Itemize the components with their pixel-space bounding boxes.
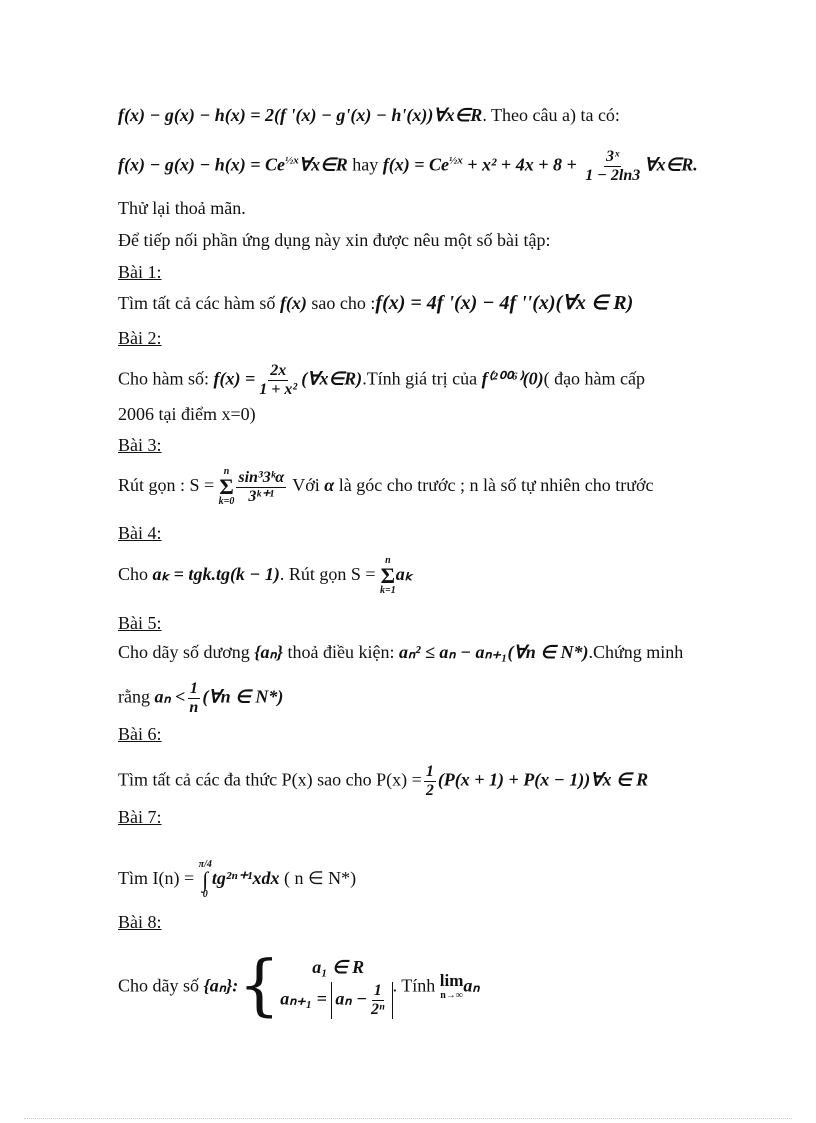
exercise-body: rằng aₙ < $\frac{1}{n}$ (∀n ∈ N*): [118, 680, 284, 716]
exercise-title: Bài 4:: [118, 523, 162, 543]
text: hay: [352, 154, 379, 175]
math-expression: f(x) − g(x) − h(x) = 2(f '(x) − g'(x) − h'(x))∀x∈R: [118, 105, 483, 125]
exercise-body: Rút gọn : S = n Σ k=0 $\frac{\text{sin³3ᵏα}}{\text{3ᵏ⁺¹}}$ Với α là góc cho trước ; n là số tự nhiên cho trước: [118, 466, 654, 507]
exercise-title: Bài 3:: [118, 435, 162, 455]
line-solution: [118, 148, 698, 185]
page-divider: [24, 1118, 792, 1119]
exercise-body: Tìm tất cả các hàm số f(x) sao cho :f(x) = 4f '(x) − 4f ''(x)(∀x ∈ R): [118, 292, 634, 314]
fraction: $\frac{\text{3ˣ}}{1 - 2\ln 3}$: [585, 148, 641, 184]
exercise-title: Bài 8:: [118, 912, 162, 932]
exponent: ½x: [285, 154, 299, 167]
exercise-title: Bài 6:: [118, 724, 162, 744]
exercise-title: Bài 5:: [118, 613, 162, 633]
math-expression: f(x) = Ce: [382, 154, 450, 175]
exercise-body: Tìm I(n) = π/4 ∫ 0 tg²ⁿ⁺¹xdx ( n ∈ N*): [118, 859, 357, 900]
math-expression: ∀x∈R: [298, 154, 348, 175]
exercise-title: Bài 1:: [118, 262, 162, 282]
math-expression: f(x) − g(x) − h(x) = Ce: [118, 154, 286, 175]
text-line: Thử lại thoả mãn.: [118, 198, 246, 218]
exercise-body: Cho dãy số dương {aₙ} thoả điều kiện: aₙ² ≤ aₙ − aₙ₊₁(∀n ∈ N*).Chứng minh: [118, 642, 684, 662]
line-functional-eq: [118, 104, 698, 126]
exponent: ½x: [449, 154, 463, 167]
math-expression: + x² + 4x + 8 +: [467, 154, 577, 175]
math-expression: ∀x∈R.: [644, 154, 698, 175]
text-line: Để tiếp nối phần ứng dụng này xin được nêu một số bài tập:: [118, 230, 551, 250]
exercise-title: Bài 7:: [118, 807, 162, 827]
exercise-body: Tìm tất cả các đa thức P(x) sao cho P(x) = $\frac{1}{2}$ (P(x + 1) + P(x − 1))∀x ∈ R: [118, 763, 649, 799]
exercise-body: 2006 tại điểm x=0): [118, 404, 256, 424]
text: . Theo câu a) ta có:: [482, 105, 620, 125]
exercise-title: Bài 2:: [118, 328, 162, 348]
exercise-body: Cho aₖ = tgk.tg(k − 1). Rút gọn S = n Σ k=1 aₖ: [118, 555, 413, 596]
exercise-body: Cho dãy số {aₙ}:{ a₁ ∈ R aₙ₊₁ = aₙ − $\frac{1}{\text{2ⁿ}}$ . Tính lim n→∞ aₙ: [118, 946, 480, 1024]
exercise-body: Cho hàm số: f(x) = $\frac{2x}{\text{1 + x²}}$ (∀x∈R).Tính giá trị của f⁽²⁰⁰⁶⁾(0)( đạo hàm cấp: [118, 362, 646, 398]
